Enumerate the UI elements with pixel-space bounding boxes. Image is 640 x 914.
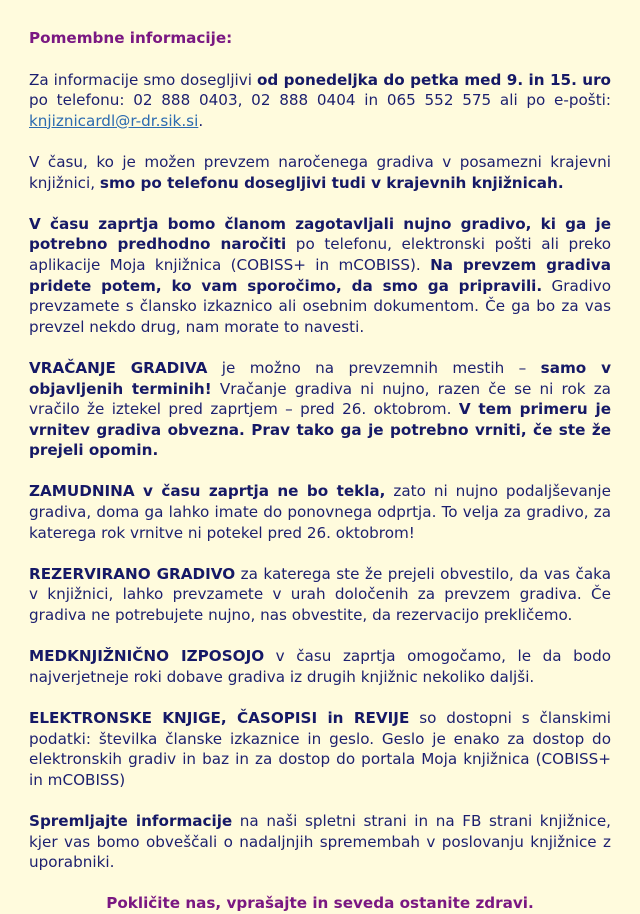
- e-resources-text: so dostopni s članskimi podatki: številka članske izkaznice in geslo. Geslo je enako za dostop do elektronskih gradiv in baz in za dostop do portala Moja knjižnica (COBISS+ in mCOBISS): [29, 709, 611, 789]
- follow-info-text: na naši spletni strani in na FB strani knjižnice, kjer vas bomo obveščali o nadaljnjih spremembah v poslovanju knjižnice z uporabniki.: [29, 811, 611, 872]
- office-hours: od ponedeljka do petka med 9. in 15. uro: [256, 70, 611, 89]
- late-fees-text: zato ni nujno podaljševanje gradiva, doma ga lahko imate do ponovnega odprtja. To velja za gradivo, za katerega rok vrnitve ni potekel pred 26. oktobrom!: [29, 482, 611, 542]
- follow-info-paragraph: [29, 811, 611, 873]
- pickup-emphasis: Na prevzem gradiva pridete potem, ko vam sporočimo, da smo ga pripravili.: [29, 255, 611, 295]
- contact-text: Za informacije smo dosegljivi: [29, 70, 257, 89]
- returns-obligation: V tem primeru je vrnitev gradiva obvezna. Prav tako ga je potrebno vrniti, če ste že prejeli opomin.: [29, 400, 611, 460]
- interlibrary-loan-paragraph: [29, 646, 611, 687]
- contact-paragraph: [29, 70, 611, 132]
- returns-detail: Vračanje gradiva ni nujno, razen če se ni rok za vračilo že iztekel pred zaprtjem – pred 26. oktobrom.: [29, 379, 611, 419]
- contact-end: .: [198, 111, 204, 130]
- closure-text: po telefonu, elektronski pošti ali preko aplikacije Moja knjižnica (COBISS+ in mCOBISS).: [29, 235, 611, 274]
- e-resources-heading: ELEKTRONSKE KNJIGE, ČASOPISI in REVIJE: [29, 709, 410, 727]
- follow-info-heading: Spremljajte informacije: [29, 811, 233, 830]
- closure-emphasis: V času zaprtja bomo članom zagotavljali nujno gradivo, ki ga je potrebno predhodno naročiti: [29, 214, 611, 254]
- reservations-heading: REZERVIRANO GRADIVO: [29, 564, 236, 583]
- reservations-paragraph: [29, 564, 611, 626]
- closing-message: Pokličite nas, vprašajte in seveda ostanite zdravi.: [106, 894, 534, 913]
- page-title: Pomembne informacije:: [29, 29, 233, 47]
- late-fees-paragraph: [29, 481, 611, 543]
- email-link[interactable]: knjiznicardl@r-dr.sik.si: [29, 111, 199, 130]
- returns-terms-emphasis: samo v objavljenih terminih!: [29, 358, 611, 398]
- local-libraries-emphasis: smo po telefonu dosegljivi tudi v krajevnih knjižnicah.: [99, 173, 564, 192]
- returns-text: je možno na prevzemnih mestih –: [207, 358, 541, 377]
- local-libraries-text: V času, ko je možen prevzem naročenega gradiva v posamezni krajevni knjižnici,: [29, 152, 611, 192]
- closure-paragraph: [29, 214, 611, 338]
- pickup-text: Gradivo prevzamete s člansko izkaznico ali osebnim dokumentom. Če ga bo za vas prevzel nekdo drug, nam morate to navesti.: [29, 276, 612, 336]
- late-fees-heading: ZAMUDNINA v času zaprtja ne bo tekla,: [29, 482, 386, 501]
- e-resources-paragraph: [29, 708, 611, 790]
- phone-numbers-text: po telefonu: 02 888 0403, 02 888 0404 in 065 552 575 ali po e-pošti:: [29, 91, 611, 110]
- returns-heading: VRAČANJE GRADIVA: [29, 358, 208, 377]
- interlibrary-loan-heading: MEDKNJIŽNIČNO IZPOSOJO: [29, 647, 265, 666]
- interlibrary-loan-text: v času zaprtja omogočamo, le da bodo najverjetneje roki dobave gradiva iz drugih knjižnic nekoliko daljši.: [29, 647, 611, 686]
- reservations-text: za katerega ste že prejeli obvestilo, da vas čaka v knjižnici, lahko prevzamete v urah določenih za prevzem gradiva. Če gradiva ne potrebujete nujno, nas obvestite, da rezervacijo prekličemo.: [29, 564, 611, 625]
- returns-paragraph: [29, 358, 611, 461]
- local-libraries-paragraph: [29, 152, 611, 193]
